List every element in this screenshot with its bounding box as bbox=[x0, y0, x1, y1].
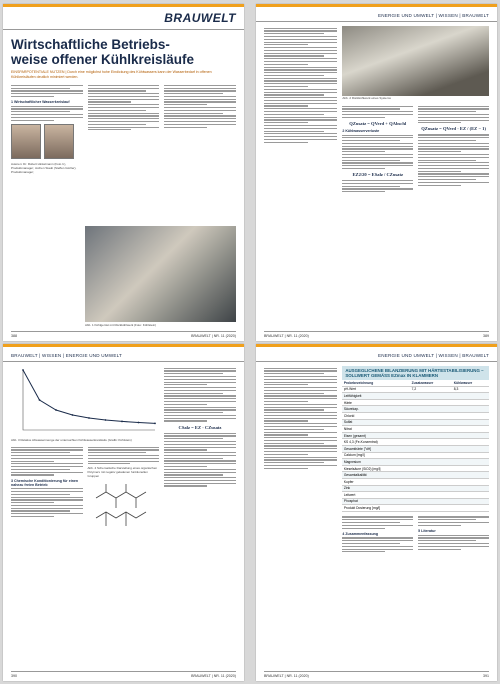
table-cell bbox=[452, 472, 489, 479]
issue-label: BRAUWELT | NR. 11 (2020) bbox=[191, 674, 236, 678]
page-391 bbox=[256, 344, 497, 681]
running-header: BRAUWELT | WISSEN | ENERGIE UND UMWELT bbox=[3, 347, 244, 362]
photo-caption: Abb. 1 Kühlgerüst mit Rückkühlwerk (Foto: Kühlstein) bbox=[85, 323, 157, 327]
table-row bbox=[342, 412, 489, 419]
table-cell bbox=[410, 426, 452, 433]
data-point bbox=[39, 399, 41, 401]
author-photo-2 bbox=[44, 124, 74, 159]
table-cell bbox=[410, 485, 452, 492]
table-row bbox=[342, 492, 489, 499]
title-line-2: weise offener Kühlkreisläufe bbox=[11, 52, 195, 67]
formula-3: EZ2/20 = ESalz / CZusatz bbox=[352, 172, 404, 178]
polymer-molecule-diagram bbox=[88, 480, 158, 532]
table-row bbox=[342, 472, 489, 479]
column-2-3 bbox=[342, 26, 489, 194]
formula-1: QZusatz = QVerd + QAbschl bbox=[349, 120, 407, 126]
section-heading-1: 1 Wirtschaftlicher Wasserkreislauf bbox=[11, 100, 70, 105]
table-cell: Eisen (gesamt) bbox=[342, 432, 410, 439]
table-cell: Gesamtalkalität bbox=[342, 472, 410, 479]
table-cell bbox=[452, 459, 489, 466]
column-3 bbox=[164, 366, 236, 537]
table-cell bbox=[452, 406, 489, 413]
table-row bbox=[342, 478, 489, 485]
table-cell: Zink bbox=[342, 485, 410, 492]
table-cell bbox=[410, 478, 452, 485]
data-point bbox=[121, 421, 123, 423]
page-footer bbox=[264, 331, 489, 338]
table-cell bbox=[452, 478, 489, 485]
table-cell bbox=[410, 472, 452, 479]
section-heading-5: 5 Literatur bbox=[418, 529, 436, 533]
data-point bbox=[154, 422, 156, 424]
table-cell bbox=[452, 445, 489, 452]
table-row bbox=[342, 439, 489, 446]
table-cell: 8,3 bbox=[452, 386, 489, 393]
table-cell: Produkt Dosierung [mg/l] bbox=[342, 505, 410, 512]
table-cell: pH-Wert bbox=[342, 386, 410, 393]
table-cell bbox=[410, 419, 452, 426]
table-cell: Kieselsäure (SiO2) [mg/l] bbox=[342, 465, 410, 472]
chart-axes bbox=[23, 370, 155, 430]
column-1-2 bbox=[11, 366, 159, 537]
table-row bbox=[342, 432, 489, 439]
data-point bbox=[138, 422, 140, 424]
table-cell: Sulfat bbox=[342, 419, 410, 426]
table-cell bbox=[410, 393, 452, 400]
table-cell bbox=[410, 412, 452, 419]
page-footer bbox=[11, 671, 236, 678]
section-heading-2: 2 Kühlwasserverluste bbox=[342, 128, 380, 133]
table-cell bbox=[410, 432, 452, 439]
page-390 bbox=[3, 344, 244, 681]
column-header: Zusatzwasser bbox=[410, 380, 452, 386]
issue-label: BRAUWELT | NR. 11 (2020) bbox=[191, 334, 236, 338]
formula-2: QZusatz = QVerd · EZ / (EZ − 1) bbox=[421, 126, 486, 132]
table-cell: Kupfer bbox=[342, 478, 410, 485]
table-cell: Härte bbox=[342, 399, 410, 406]
masthead bbox=[3, 7, 244, 30]
table-row bbox=[342, 452, 489, 459]
table-row bbox=[342, 445, 489, 452]
table-cell bbox=[410, 492, 452, 499]
table-row bbox=[342, 399, 489, 406]
issue-label: BRAUWELT | NR. 11 (2020) bbox=[264, 334, 309, 338]
brand-logo: BRAUWELT bbox=[164, 11, 236, 25]
table-row bbox=[342, 465, 489, 472]
data-point bbox=[88, 417, 90, 419]
article-title bbox=[11, 37, 236, 67]
authors-caption: Autoren: Dr. Robert Hinkelmann (Foto li.), Produktmanager; Jochen Staub (Steffen Gürtler), Produktmanager; bbox=[11, 161, 77, 174]
table-cell bbox=[410, 452, 452, 459]
column-3 bbox=[164, 83, 236, 174]
series-line bbox=[23, 370, 155, 423]
author-photo-1 bbox=[11, 124, 41, 159]
column-2 bbox=[88, 83, 160, 174]
page-389 bbox=[256, 4, 497, 341]
table-cell bbox=[452, 485, 489, 492]
section-heading-3: 3 Chemische Konditionierung für einen nahezu freien Betrieb bbox=[11, 478, 79, 487]
column-header: Kühlwasser bbox=[452, 380, 489, 386]
column-2-3 bbox=[342, 366, 489, 554]
table-row bbox=[342, 459, 489, 466]
table-cell: Calcium [mg/l] bbox=[342, 452, 410, 459]
table-cell bbox=[452, 452, 489, 459]
data-point bbox=[22, 369, 24, 371]
article-kicker: EINSPARPOTENTIALE NUTZEN | Durch eine möglichst hohe Eindickung des Kühlwassers kann der Wasserbedarf in offenen Kühlkreisläufen deutlich minimiert werden. bbox=[11, 70, 212, 79]
page-number: 388 bbox=[11, 334, 17, 338]
molecule-caption: Abb. 4 Schematische Darstellung eines organischen Polymers mit negativ geladenen funktionellen Gruppen bbox=[87, 466, 158, 479]
table-cell bbox=[452, 439, 489, 446]
table-row bbox=[342, 505, 489, 512]
table-cell bbox=[452, 399, 489, 406]
table-cell bbox=[410, 498, 452, 505]
column-1 bbox=[264, 26, 337, 194]
running-header: ENERGIE UND UMWELT | WISSEN | BRAUWELT bbox=[256, 7, 497, 22]
section-heading-4: 4 Zusammenfassung bbox=[342, 531, 379, 536]
table-cell bbox=[410, 459, 452, 466]
table-row bbox=[342, 386, 489, 393]
table-cell bbox=[452, 465, 489, 472]
page-number: 389 bbox=[483, 334, 489, 338]
page-footer bbox=[264, 671, 489, 678]
table-row bbox=[342, 498, 489, 505]
chart-caption: Abb. 3 Relative Abwassermenge der untersuchten Kühlwasserkreisläufe (Grafik: Kühlstein) bbox=[11, 438, 132, 442]
cooling-basin-photo bbox=[342, 26, 489, 96]
data-point bbox=[55, 409, 57, 411]
table-row bbox=[342, 393, 489, 400]
water-analysis-table bbox=[342, 380, 489, 512]
table-cell bbox=[410, 505, 452, 512]
table-cell: Leitfähigkeit bbox=[342, 393, 410, 400]
column-header: Probebezeichnung bbox=[342, 380, 410, 386]
table-cell bbox=[410, 399, 452, 406]
wastewater-chart bbox=[11, 366, 159, 438]
title-line-1: Wirtschaftliche Betriebs- bbox=[11, 37, 170, 52]
table-cell: Nitrat bbox=[342, 426, 410, 433]
table-row bbox=[342, 406, 489, 413]
table-cell bbox=[410, 445, 452, 452]
table-cell bbox=[452, 432, 489, 439]
table-cell bbox=[452, 492, 489, 499]
table-cell: Phosphat bbox=[342, 498, 410, 505]
page-388 bbox=[3, 4, 244, 341]
table-cell: KS 4,3 (Fe-Konzentrat) bbox=[342, 439, 410, 446]
column-1 bbox=[11, 83, 83, 174]
table-cell: Leitwert bbox=[342, 492, 410, 499]
table-cell bbox=[452, 412, 489, 419]
table-cell bbox=[452, 393, 489, 400]
photo-caption: Abb. 2 Rückkühlwerk eines Systems bbox=[342, 96, 391, 100]
table-cell bbox=[410, 406, 452, 413]
page-footer bbox=[11, 331, 236, 338]
data-point bbox=[105, 419, 107, 421]
table-title: AUSGEGLICHENE BILANZIERUNG MIT HÄRTESTABILISIERUNG – SOLLWERT GEMÄSS EZmax IN KLAMMERN bbox=[342, 366, 489, 380]
table-cell bbox=[452, 498, 489, 505]
cooling-tower-photo bbox=[85, 226, 236, 322]
table-cell: Chlorid bbox=[342, 412, 410, 419]
table-row bbox=[342, 426, 489, 433]
table-row bbox=[342, 419, 489, 426]
table-cell: Gesamthärte [°dH] bbox=[342, 445, 410, 452]
table-cell bbox=[410, 465, 452, 472]
page-number: 391 bbox=[483, 674, 489, 678]
table-cell bbox=[410, 439, 452, 446]
table-cell: Säurekap. bbox=[342, 406, 410, 413]
running-header: ENERGIE UND UMWELT | WISSEN | BRAUWELT bbox=[256, 347, 497, 362]
table-cell: 7,2 bbox=[410, 386, 452, 393]
formula-salt: CSalz = EZ · CZusatz bbox=[178, 424, 222, 430]
table-cell bbox=[452, 426, 489, 433]
issue-label: BRAUWELT | NR. 11 (2020) bbox=[264, 674, 309, 678]
table-cell: Magnesium bbox=[342, 459, 410, 466]
page-number: 390 bbox=[11, 674, 17, 678]
table-cell bbox=[452, 505, 489, 512]
table-row bbox=[342, 485, 489, 492]
column-1 bbox=[264, 366, 337, 554]
table-cell bbox=[452, 419, 489, 426]
data-point bbox=[72, 414, 74, 416]
